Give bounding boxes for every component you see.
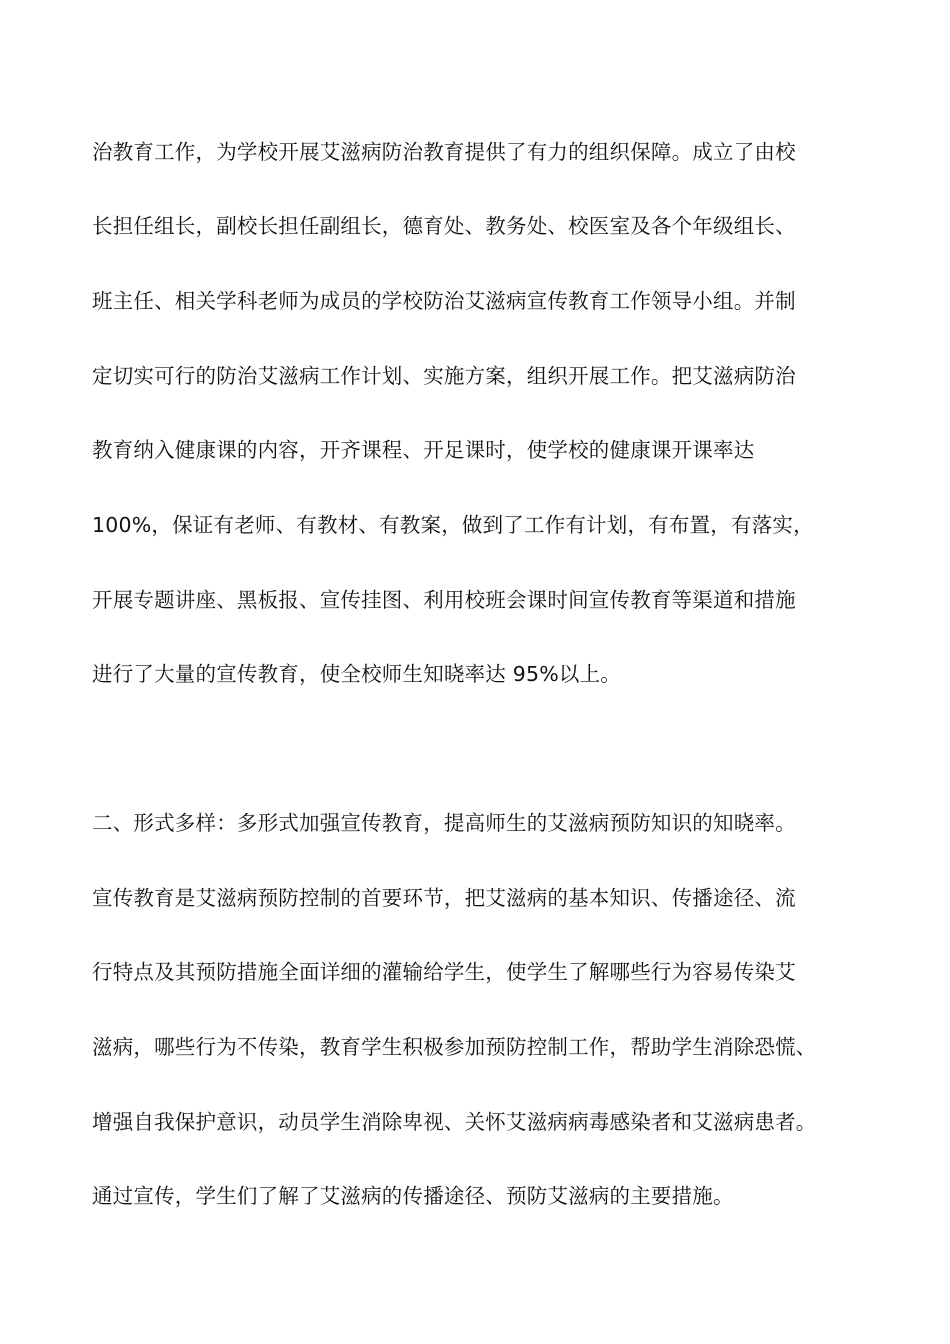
paragraph1-line: 长担任组长，副校长担任副组长，德育处、教务处、校医室及各个年级组长、 <box>92 214 796 238</box>
paragraph2-line: 宣传教育是艾滋病预防控制的首要环节，把艾滋病的基本知识、传播途径、流 <box>92 886 796 910</box>
paragraph2-line: 通过宣传，学生们了解了艾滋病的传播途径、预防艾滋病的主要措施。 <box>92 1184 734 1208</box>
paragraph1-line: 治教育工作，为学校开展艾滋病防治教育提供了有力的组织保障。成立了由校 <box>92 140 796 164</box>
paragraph2-line: 增强自我保护意识，动员学生消除卑视、关怀艾滋病病毒感染者和艾滋病患者。 <box>92 1110 817 1134</box>
paragraph1-line: 进行了大量的宣传教育，使全校师生知晓率达 95%以上。 <box>92 662 621 686</box>
paragraph2-line: 滋病，哪些行为不传染，教育学生积极参加预防控制工作，帮助学生消除恐慌、 <box>92 1035 817 1059</box>
paragraph1-line: 开展专题讲座、黑板报、宣传挂图、利用校班会课时间宣传教育等渠道和措施 <box>92 588 796 612</box>
paragraph1-line: 教育纳入健康课的内容，开齐课程、开足课时，使学校的健康课开课率达 <box>92 438 755 462</box>
paragraph1-line: 100%，保证有老师、有教材、有教案，做到了工作有计划，有布置，有落实， <box>92 513 814 537</box>
paragraph1-line: 定切实可行的防治艾滋病工作计划、实施方案，组织开展工作。把艾滋病防治 <box>92 364 796 388</box>
paragraph2-line: 行特点及其预防措施全面详细的灌输给学生，使学生了解哪些行为容易传染艾 <box>92 960 796 984</box>
section-heading: 二、形式多样：多形式加强宣传教育，提高师生的艾滋病预防知识的知晓率。 <box>92 811 796 835</box>
paragraph1-line: 班主任、相关学科老师为成员的学校防治艾滋病宣传教育工作领导小组。并制 <box>92 289 796 313</box>
